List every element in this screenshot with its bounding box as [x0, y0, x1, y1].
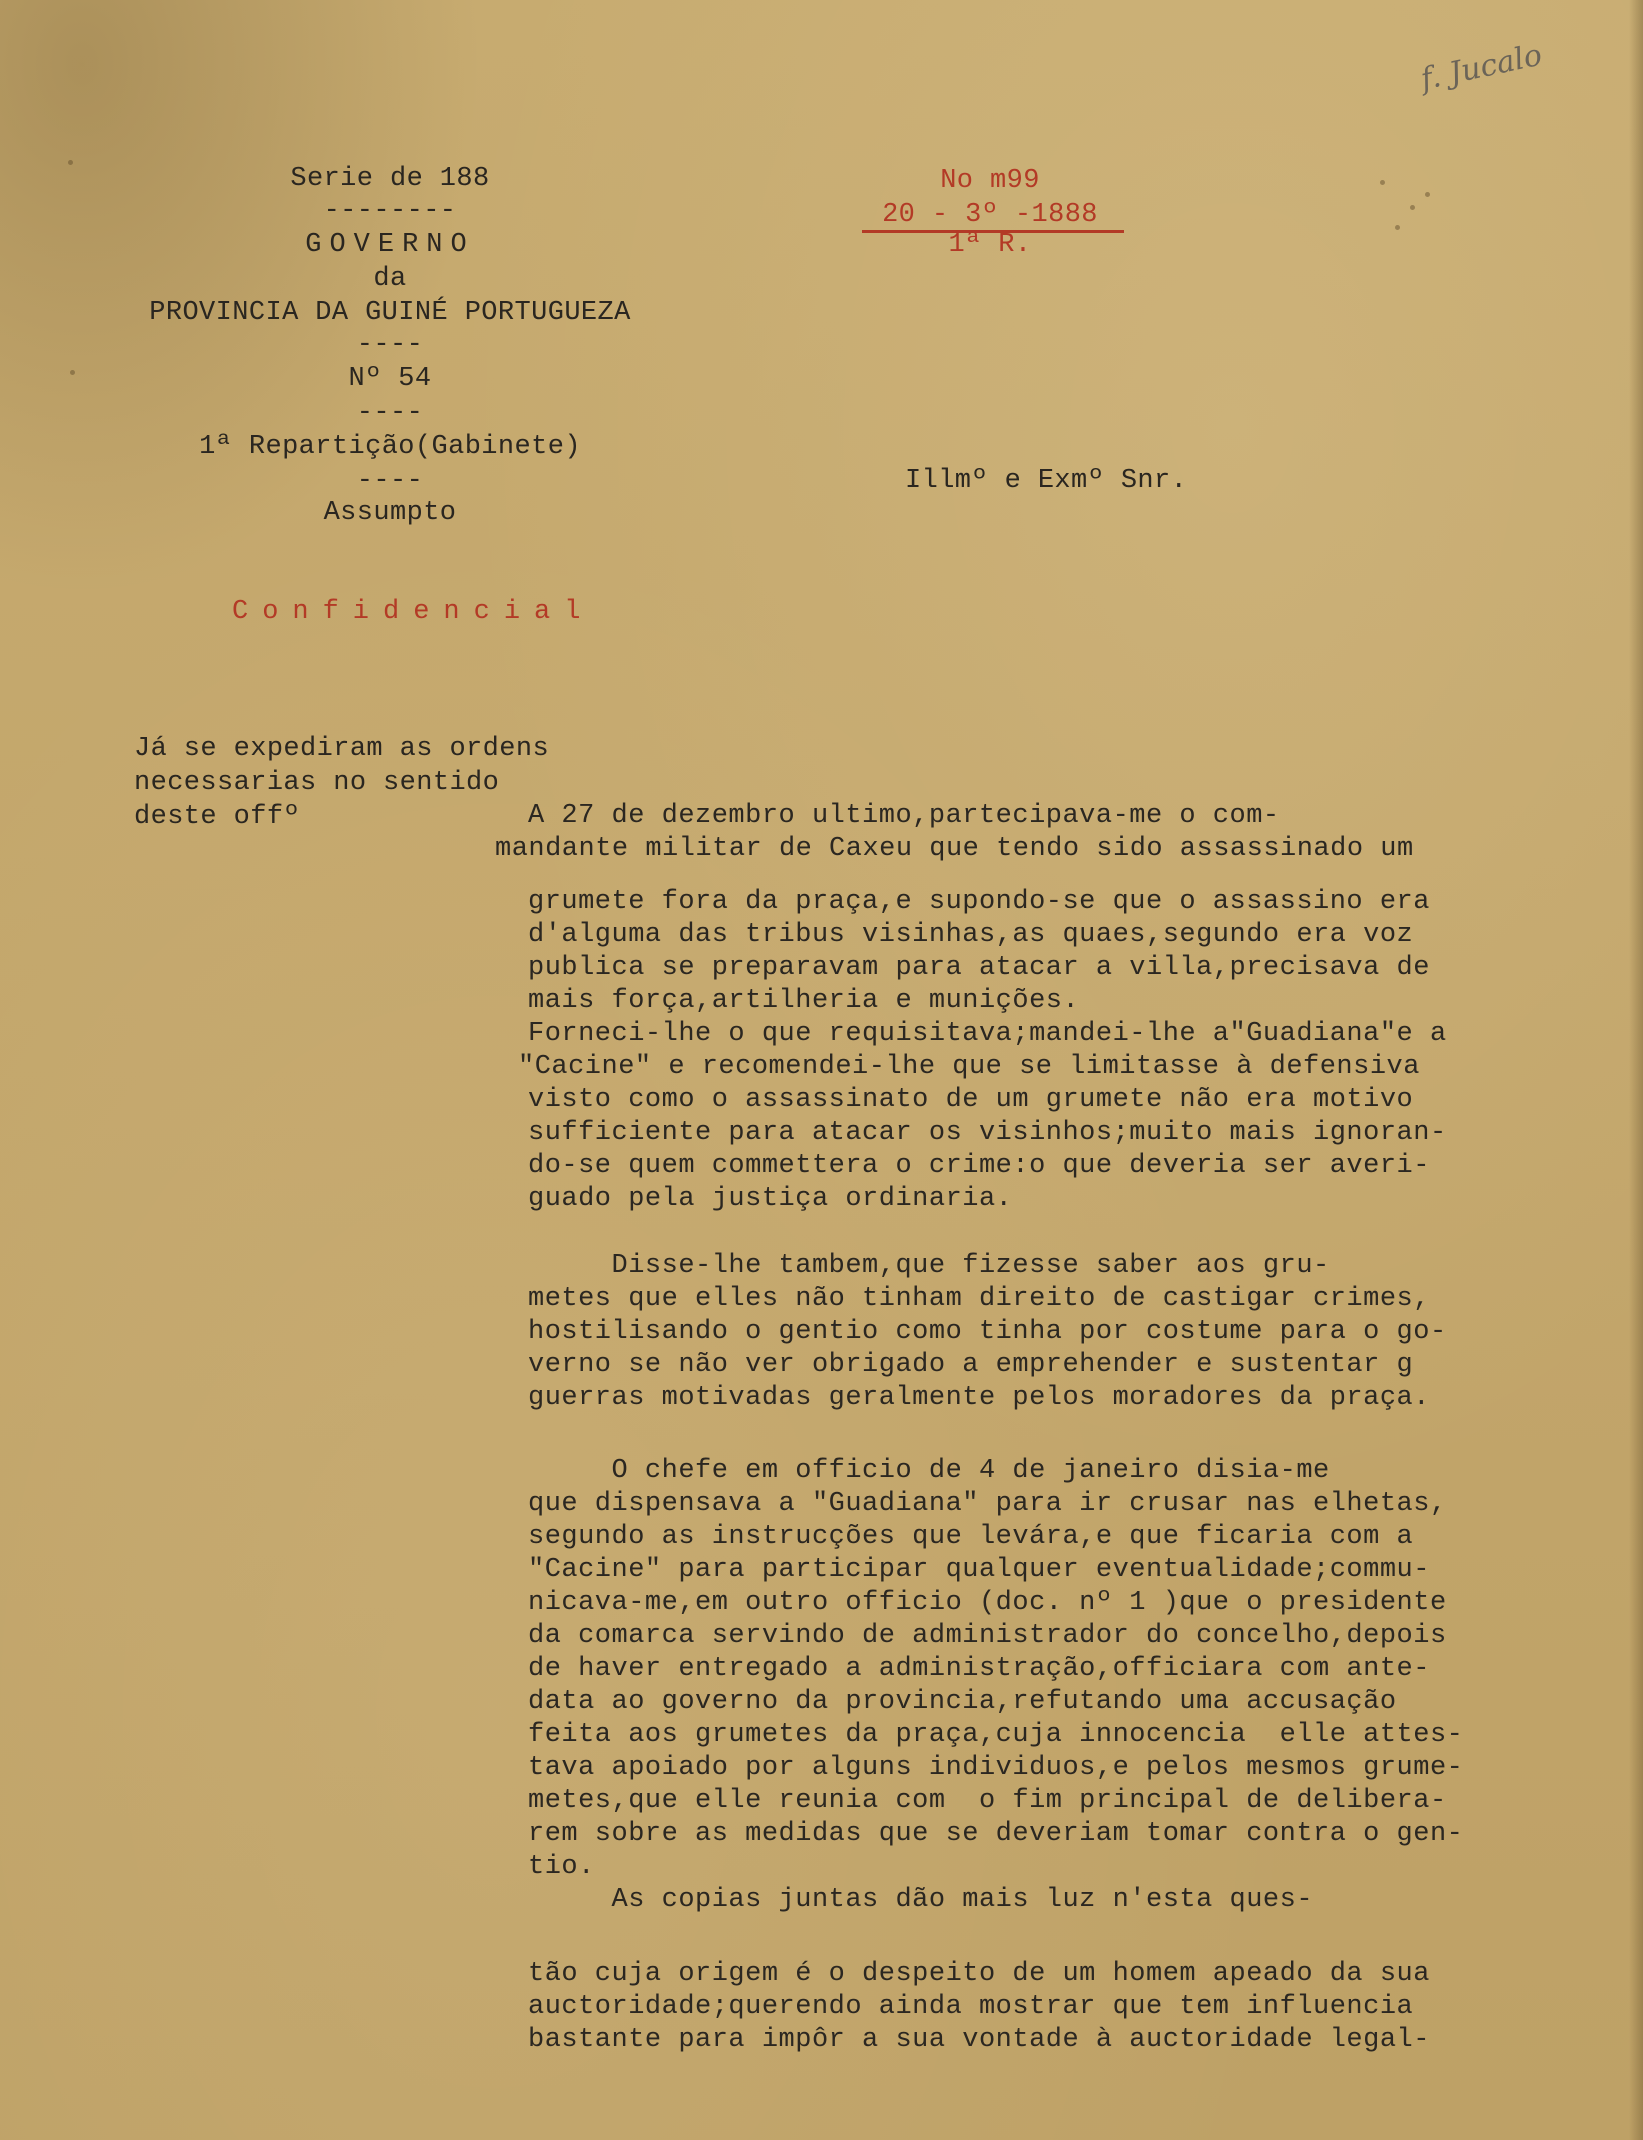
body-line: segundo as instrucções que levára,e que ficaria com a — [528, 1522, 1414, 1552]
governo-heading: GOVERNO — [305, 230, 475, 260]
divider-short: ---- — [356, 466, 424, 496]
da-line: da — [373, 264, 407, 294]
body-line: hostilisando o gentio como tinha por costume para o go- — [528, 1317, 1447, 1347]
body-line: feita aos grumetes da praça,cuja innocencia elle attes- — [528, 1720, 1464, 1750]
body-line: tão cuja origem é o despeito de um homem apeado da sua — [528, 1959, 1430, 1989]
body-line: d'alguma das tribus visinhas,as quaes,segundo era voz — [528, 920, 1414, 950]
divider-short: ---- — [356, 330, 424, 360]
confidential-mark: Confidencial — [232, 597, 595, 627]
body-line: publica se preparavam para atacar a villa,precisava de — [528, 953, 1430, 983]
body-line: guerras motivadas geralmente pelos moradores da praça. — [528, 1383, 1430, 1413]
body-line: metes,que elle reunia com o fim principal de delibera- — [528, 1786, 1447, 1816]
body-line: nicava-me,em outro officio (doc. nº 1 )que o presidente — [528, 1588, 1447, 1618]
province-name: PROVINCIA DA GUINÉ PORTUGUEZA — [149, 298, 631, 328]
margin-note-line: Já se expediram as ordens — [134, 734, 550, 764]
reference-date: 20 - 3º -1888 — [882, 200, 1098, 230]
body-line: mandante militar de Caxeu que tendo sido assassinado um — [495, 834, 1414, 864]
body-line: "Cacine" e recomendei-lhe que se limitasse à defensiva — [518, 1052, 1420, 1082]
stain-speck — [68, 160, 73, 165]
stain-speck — [1395, 225, 1400, 230]
divider-short: ---- — [356, 398, 424, 428]
body-line: O chefe em officio de 4 de janeiro disia-me — [528, 1456, 1330, 1486]
office-number: Nº 54 — [348, 364, 432, 394]
margin-note-line: necessarias no sentido — [134, 768, 500, 798]
body-line: de haver entregado a administração,officiara com ante- — [528, 1654, 1430, 1684]
body-line: metes que elles não tinham direito de castigar crimes, — [528, 1284, 1430, 1314]
stain-speck — [1425, 192, 1430, 197]
stain-speck — [1380, 180, 1385, 185]
margin-note-line: deste offº — [134, 802, 301, 832]
stain-speck — [1410, 205, 1415, 210]
reference-section: 1ª R. — [948, 230, 1032, 260]
body-line: rem sobre as medidas que se deveriam tomar contra o gen- — [528, 1819, 1464, 1849]
subject-label: Assumpto — [323, 498, 457, 528]
body-line: A 27 de dezembro ultimo,partecipava-me o com- — [528, 801, 1280, 831]
series-line: Serie de 188 — [290, 164, 490, 194]
body-line: tava apoiado por alguns individuos,e pelos mesmos grume- — [528, 1753, 1464, 1783]
handwritten-annotation: f. Jucalo — [1417, 37, 1546, 98]
body-line: visto como o assassinato de um grumete não era motivo — [528, 1085, 1414, 1115]
reference-number: No m99 — [940, 166, 1040, 196]
body-line: data ao governo da provincia,refutando uma accusação — [528, 1687, 1397, 1717]
body-line: Forneci-lhe o que requisitava;mandei-lhe a"Guadiana"e a — [528, 1019, 1447, 1049]
body-line: Disse-lhe tambem,que fizesse saber aos gru- — [528, 1251, 1330, 1281]
body-line: As copias juntas dão mais luz n'esta ques- — [528, 1885, 1314, 1915]
body-line: grumete fora da praça,e supondo-se que o assassino era — [528, 887, 1430, 917]
body-line: da comarca servindo de administrador do concelho,depois — [528, 1621, 1447, 1651]
body-line: que dispensava a "Guadiana" para ir crusar nas elhetas, — [528, 1489, 1447, 1519]
divider-dashes: -------- — [323, 196, 457, 226]
repartition-line: 1ª Repartição(Gabinete) — [199, 432, 581, 462]
body-line: sufficiente para atacar os visinhos;muito mais ignoran- — [528, 1118, 1447, 1148]
body-line: auctoridade;querendo ainda mostrar que tem influencia — [528, 1992, 1414, 2022]
body-line: "Cacine" para participar qualquer eventualidade;commu- — [528, 1555, 1430, 1585]
stain-speck — [70, 370, 75, 375]
body-line: verno se não ver obrigado a emprehender e sustentar g — [528, 1350, 1414, 1380]
body-line: do-se quem commettera o crime:o que deveria ser averi- — [528, 1151, 1430, 1181]
body-line: guado pela justiça ordinaria. — [528, 1184, 1013, 1214]
page-edge-shadow — [1629, 0, 1643, 2140]
body-line: tio. — [528, 1852, 595, 1882]
body-line: mais força,artilheria e munições. — [528, 986, 1080, 1016]
body-line: bastante para impôr a sua vontade à auctoridade legal- — [528, 2025, 1430, 2055]
salutation: Illmº e Exmº Snr. — [905, 466, 1188, 496]
